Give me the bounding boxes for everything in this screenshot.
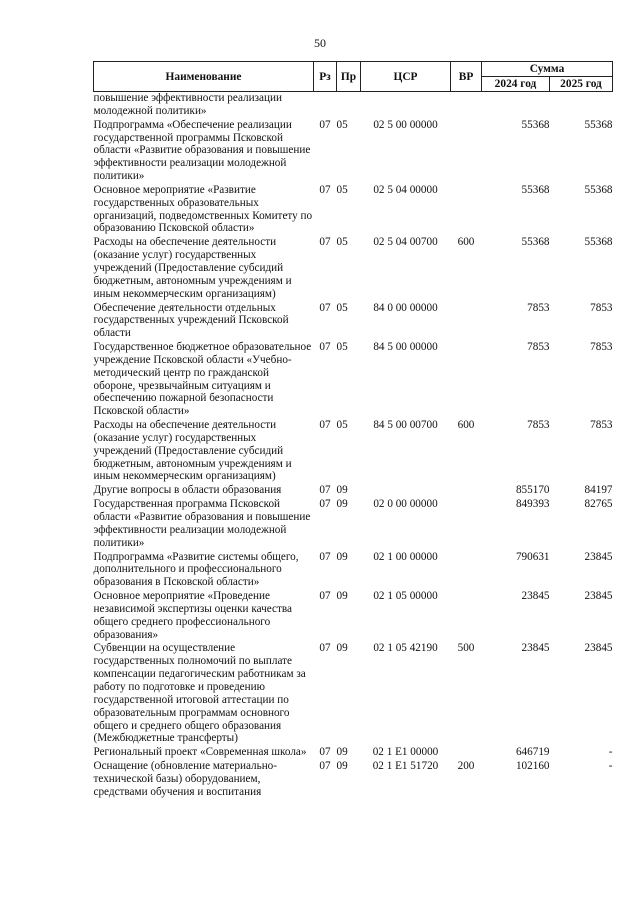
cell-name: Расходы на обеспечение деятельности (оказание услуг) государственных учреждений (Предоставление субсидий бюджетным, автономным учреждениям и иным некоммерческим организациям) [93, 236, 292, 300]
cell-pr: 09 [336, 550, 348, 563]
cell-sum-2024: 55368 [521, 236, 550, 249]
header-pr: Пр [337, 62, 361, 92]
cell-pr: 05 [336, 301, 348, 314]
cell-sum-2025: 23845 [584, 642, 613, 655]
cell-sum-2024: 646719 [515, 746, 550, 759]
cell-vr [451, 302, 482, 342]
cell-sum-2024: 790631 [515, 550, 550, 563]
cell-csr: 84 5 00 00700 [373, 419, 438, 432]
cell-pr: 05 [336, 118, 348, 131]
cell-pr [337, 92, 361, 119]
cell-vr [451, 590, 482, 642]
table-row [94, 746, 613, 760]
table-row [94, 642, 613, 746]
cell-rz: 07 [319, 341, 331, 354]
cell-pr: 05 [336, 419, 348, 432]
cell-rz: 07 [319, 550, 331, 563]
cell-pr: 09 [336, 746, 348, 759]
cell-sum-2025: 23845 [584, 590, 613, 603]
cell-name: Расходы на обеспечение деятельности (оказание услуг) государственных учреждений (Предоставление субсидий бюджетным, автономным учреждениям и иным некоммерческим организациям) [93, 419, 292, 483]
table-row [94, 590, 613, 642]
cell-vr [451, 184, 482, 236]
cell-pr: 09 [336, 760, 348, 773]
cell-name: Другие вопросы в области образования [93, 484, 282, 497]
cell-sum-2025: 23845 [584, 550, 613, 563]
table-row [94, 551, 613, 591]
cell-csr: 02 5 04 00000 [373, 183, 438, 196]
cell-sum-2025: 55368 [584, 118, 613, 131]
header-csr: ЦСР [361, 62, 451, 92]
cell-sum-2024: 7853 [527, 301, 550, 314]
cell-csr: 02 0 00 00000 [373, 498, 438, 511]
cell-sum-2025 [550, 92, 613, 119]
cell-sum-2024: 55368 [521, 118, 550, 131]
cell-csr [361, 92, 451, 119]
cell-sum-2025: 84197 [584, 484, 613, 497]
cell-vr: 500 [457, 642, 475, 655]
cell-vr: 600 [457, 419, 475, 432]
header-rz: Рз [314, 62, 337, 92]
cell-sum-2025: 7853 [590, 419, 613, 432]
cell-rz: 07 [319, 419, 331, 432]
cell-vr [451, 341, 482, 419]
cell-vr [451, 92, 482, 119]
cell-sum-2025: - [608, 746, 613, 759]
cell-sum-2024: 55368 [521, 183, 550, 196]
cell-vr: 600 [457, 236, 475, 249]
cell-csr: 02 5 04 00700 [373, 236, 438, 249]
cell-sum-2025: 55368 [584, 183, 613, 196]
cell-rz: 07 [319, 301, 331, 314]
cell-sum-2024: 102160 [515, 760, 550, 773]
cell-name: Региональный проект «Современная школа» [93, 746, 307, 759]
table-row [94, 419, 613, 484]
cell-rz: 07 [319, 118, 331, 131]
cell-name: Государственная программа Псковской области «Развитие образования и повышение эффективности реализации молодежной политики» [93, 498, 311, 549]
table-row [94, 92, 613, 119]
table-row [94, 302, 613, 342]
cell-sum-2025: - [608, 760, 613, 773]
cell-pr: 09 [336, 590, 348, 603]
cell-name: Основное мероприятие «Развитие государственных образовательных организаций, подведомственных Комитету по образованию Псковской области» [93, 183, 313, 235]
table-body [94, 92, 613, 800]
cell-rz: 07 [319, 498, 331, 511]
cell-csr: 02 1 00 00000 [373, 550, 438, 563]
cell-rz: 07 [319, 746, 331, 759]
table-row [94, 341, 613, 419]
cell-pr: 05 [336, 341, 348, 354]
cell-name: Субвенции на осуществление государственных полномочий по выплате компенсации педагогическим работникам за работу по подготовке и проведению государственной итоговой аттестации по образовательным программам основного общего и среднего общего образования (Межбюджетные трансферты) [93, 642, 306, 745]
table-row [94, 119, 613, 184]
header-name: Наименование [94, 62, 314, 92]
cell-csr: 02 1 05 00000 [373, 590, 438, 603]
cell-sum-2024: 23845 [521, 590, 550, 603]
cell-name: Государственное бюджетное образовательное учреждение Псковской области «Учебно-методический центр по гражданской обороне, чрезвычайным ситуациям и обеспечению пожарной безопасности Псковской области» [93, 341, 312, 418]
budget-table [93, 61, 613, 800]
cell-name: Подпрограмма «Обеспечение реализации государственной программы Псковской области «Развитие образования и повышение эффективности реализации молодежной политики» [93, 118, 311, 183]
cell-rz: 07 [319, 484, 331, 497]
header-sum: Сумма [482, 62, 613, 77]
cell-vr [451, 551, 482, 591]
cell-pr: 05 [336, 236, 348, 249]
table-header [94, 62, 613, 92]
cell-pr: 05 [336, 183, 348, 196]
cell-rz: 07 [319, 760, 331, 773]
cell-pr: 09 [336, 484, 348, 497]
table-row [94, 484, 613, 498]
cell-vr [451, 484, 482, 498]
cell-rz: 07 [319, 590, 331, 603]
cell-csr: 02 5 00 00000 [373, 118, 438, 131]
cell-name: Основное мероприятие «Проведение независимой экспертизы оценки качества общего среднего профессионального образования» [93, 590, 292, 641]
cell-sum-2025: 55368 [584, 236, 613, 249]
cell-vr [451, 119, 482, 184]
header-year-2024: 2024 год [482, 77, 550, 92]
cell-sum-2024: 23845 [521, 642, 550, 655]
cell-csr: 02 1 E1 51720 [372, 760, 439, 773]
cell-name: Обеспечение деятельности отдельных государственных учреждений Псковской области [93, 301, 289, 340]
cell-sum-2024: 7853 [527, 419, 550, 432]
cell-sum-2024: 855170 [515, 484, 550, 497]
cell-name: Подпрограмма «Развитие системы общего, дополнительного и профессионального образования в Псковской области» [93, 550, 299, 589]
cell-csr: 02 1 E1 00000 [372, 746, 439, 759]
table-row [94, 236, 613, 301]
cell-rz: 07 [319, 236, 331, 249]
cell-csr [361, 484, 451, 498]
cell-vr [451, 498, 482, 550]
cell-csr: 84 0 00 00000 [373, 301, 438, 314]
table-row [94, 498, 613, 550]
cell-sum-2025: 82765 [584, 498, 613, 511]
cell-name: повышение эффективности реализации молодежной политики» [93, 92, 282, 117]
cell-pr: 09 [336, 498, 348, 511]
cell-sum-2025: 7853 [590, 301, 613, 314]
cell-vr: 200 [457, 760, 475, 773]
cell-rz: 07 [319, 642, 331, 655]
cell-vr [451, 746, 482, 760]
page-number: 50 [314, 36, 326, 50]
cell-csr: 84 5 00 00000 [373, 341, 438, 354]
cell-rz [314, 92, 337, 119]
cell-pr: 09 [336, 642, 348, 655]
table-row [94, 760, 613, 800]
cell-sum-2025: 7853 [590, 341, 613, 354]
header-vr: ВР [451, 62, 482, 92]
cell-csr: 02 1 05 42190 [373, 642, 438, 655]
cell-sum-2024: 849393 [515, 498, 550, 511]
header-year-2025: 2025 год [550, 77, 613, 92]
cell-sum-2024 [482, 92, 550, 119]
cell-rz: 07 [319, 183, 331, 196]
cell-name: Оснащение (обновление материально-технической базы) оборудованием, средствами обучения и воспитания [93, 760, 277, 798]
cell-sum-2024: 7853 [527, 341, 550, 354]
table-row [94, 184, 613, 236]
